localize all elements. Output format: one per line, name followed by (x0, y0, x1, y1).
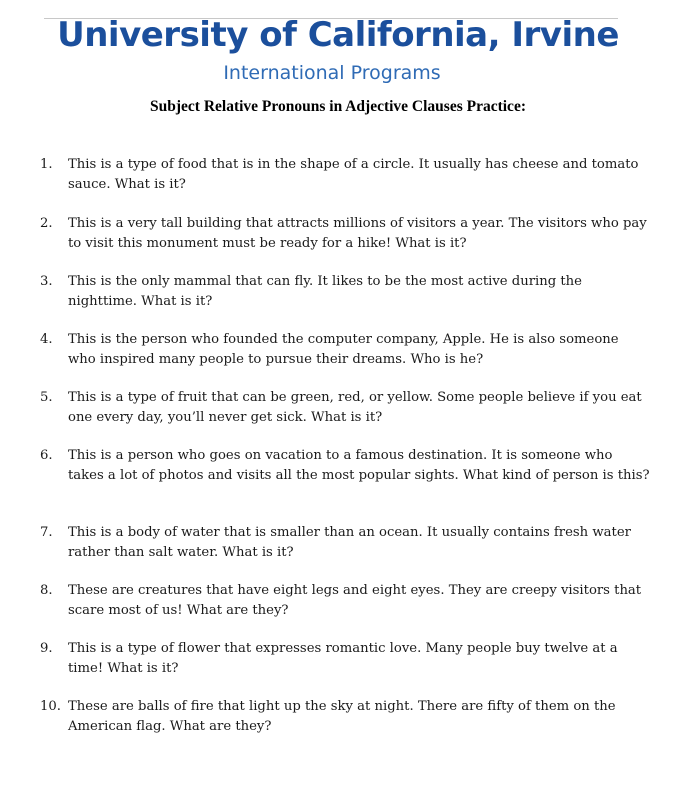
question-number: 10. (40, 699, 61, 714)
program-name: International Programs (223, 62, 441, 84)
question-item (40, 446, 650, 485)
worksheet-title: Subject Relative Pronouns in Adjective Clauses Practice: (150, 98, 526, 115)
question-item (40, 214, 650, 253)
question-text: This is a type of fruit that can be green, red, or yellow. Some people believe if you eat one every day, you’ll never get sick. What is it? (68, 390, 642, 425)
question-number: 5. (40, 390, 53, 405)
university-name: University of California, Irvine (57, 15, 619, 55)
question-number: 9. (40, 641, 53, 656)
question-number: 2. (40, 216, 53, 231)
question-text: These are creatures that have eight legs and eight eyes. They are creepy visitors that scare most of us! What are they? (68, 583, 642, 618)
question-text: This is a person who goes on vacation to a famous destination. It is someone who takes a lot of photos and visits all the most popular sights. What kind of person is this? (68, 448, 650, 483)
question-text: This is the person who founded the computer company, Apple. He is also someone who inspired many people to pursue their dreams. Who is he? (68, 332, 619, 367)
question-item (40, 388, 650, 427)
question-number: 8. (40, 583, 53, 598)
question-number: 1. (40, 157, 53, 172)
question-text: This is a type of flower that expresses romantic love. Many people buy twelve at a time! What is it? (68, 641, 618, 676)
question-text: This is a body of water that is smaller than an ocean. It usually contains fresh water rather than salt water. What is it? (68, 525, 631, 560)
question-item (40, 155, 650, 194)
question-item (40, 639, 650, 678)
question-text: These are balls of fire that light up the sky at night. There are fifty of them on the American flag. What are they? (68, 699, 616, 734)
question-number: 4. (40, 332, 53, 347)
question-text: This is a very tall building that attracts millions of visitors a year. The visitors who pay to visit this monument must be ready for a hike! What is it? (68, 216, 647, 251)
question-item (40, 523, 650, 562)
question-item (40, 697, 650, 736)
question-text: This is a type of food that is in the shape of a circle. It usually has cheese and tomato sauce. What is it? (68, 157, 639, 192)
question-number: 3. (40, 274, 53, 289)
question-item (40, 581, 650, 620)
question-text: This is the only mammal that can fly. It likes to be the most active during the nighttime. What is it? (68, 274, 582, 309)
question-number: 7. (40, 525, 53, 540)
question-item (40, 330, 650, 369)
question-number: 6. (40, 448, 53, 463)
question-item (40, 272, 650, 311)
